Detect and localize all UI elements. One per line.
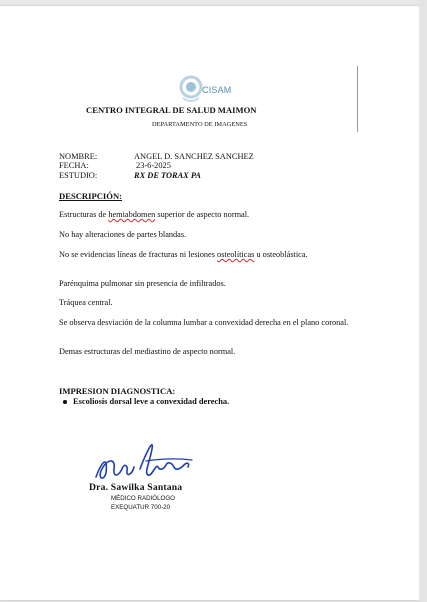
description-paragraph-1 — [59, 210, 359, 220]
p3-text-end: u osteoblástica. — [254, 250, 308, 259]
estudio-label: ESTUDIO: — [59, 171, 98, 180]
fecha-label: FECHA: — [59, 161, 89, 170]
description-paragraph-5: Tráquea central. — [59, 298, 113, 307]
logo-text: CISAM — [202, 85, 232, 95]
spellcheck-word: hemiabdomen — [108, 210, 156, 219]
patient-name: ANGEL D. SANCHEZ SANCHEZ — [134, 152, 254, 161]
handwritten-signature-icon — [92, 433, 196, 483]
physician-exequatur: EXEQUATUR 700-20 — [111, 504, 171, 511]
description-paragraph-4: Parénquima pulmonar sin presencia de infiltrados. — [59, 279, 226, 288]
impression-heading: IMPRESION DIAGNOSTICA: — [59, 386, 176, 396]
physician-name: Dra. Sawilka Santana — [89, 482, 183, 493]
description-paragraph-3 — [59, 250, 321, 260]
nombre-label: NOMBRE: — [59, 152, 98, 161]
description-paragraph-2: No hay alteraciones de partes blandas. — [59, 230, 187, 239]
study-type: RX DE TORAX PA — [134, 171, 201, 180]
spellcheck-word: osteolíticas — [217, 250, 255, 259]
impression-item-text: Escoliosis dorsal leve a convexidad derecha. — [73, 397, 230, 406]
study-date: 23-6-2025 — [136, 161, 171, 170]
p3-text-start: No se evidencias líneas de fracturas ni lesiones — [59, 250, 218, 259]
impression-item — [73, 397, 229, 406]
department-name: DEPARTAMENTO DE IMAGENES — [152, 121, 248, 128]
page-margin-marker — [357, 66, 358, 132]
p1-text-start: Estructuras de — [59, 210, 109, 219]
physician-role: MÉDICO RADIÓLOGO — [111, 495, 175, 502]
description-paragraph-6: Se observa desviación de la columna lumbar a convexidad derecha en el plano coronal. — [59, 318, 349, 327]
description-paragraph-7: Demas estructuras del mediastino de aspecto normal. — [59, 347, 236, 356]
organization-name: CENTRO INTEGRAL DE SALUD MAIMON — [86, 105, 257, 115]
window-edge — [419, 0, 427, 602]
bullet-icon — [63, 400, 67, 404]
description-heading: DESCRIPCIÓN: — [59, 191, 123, 201]
p1-text-end: superior de aspecto normal. — [155, 210, 250, 219]
